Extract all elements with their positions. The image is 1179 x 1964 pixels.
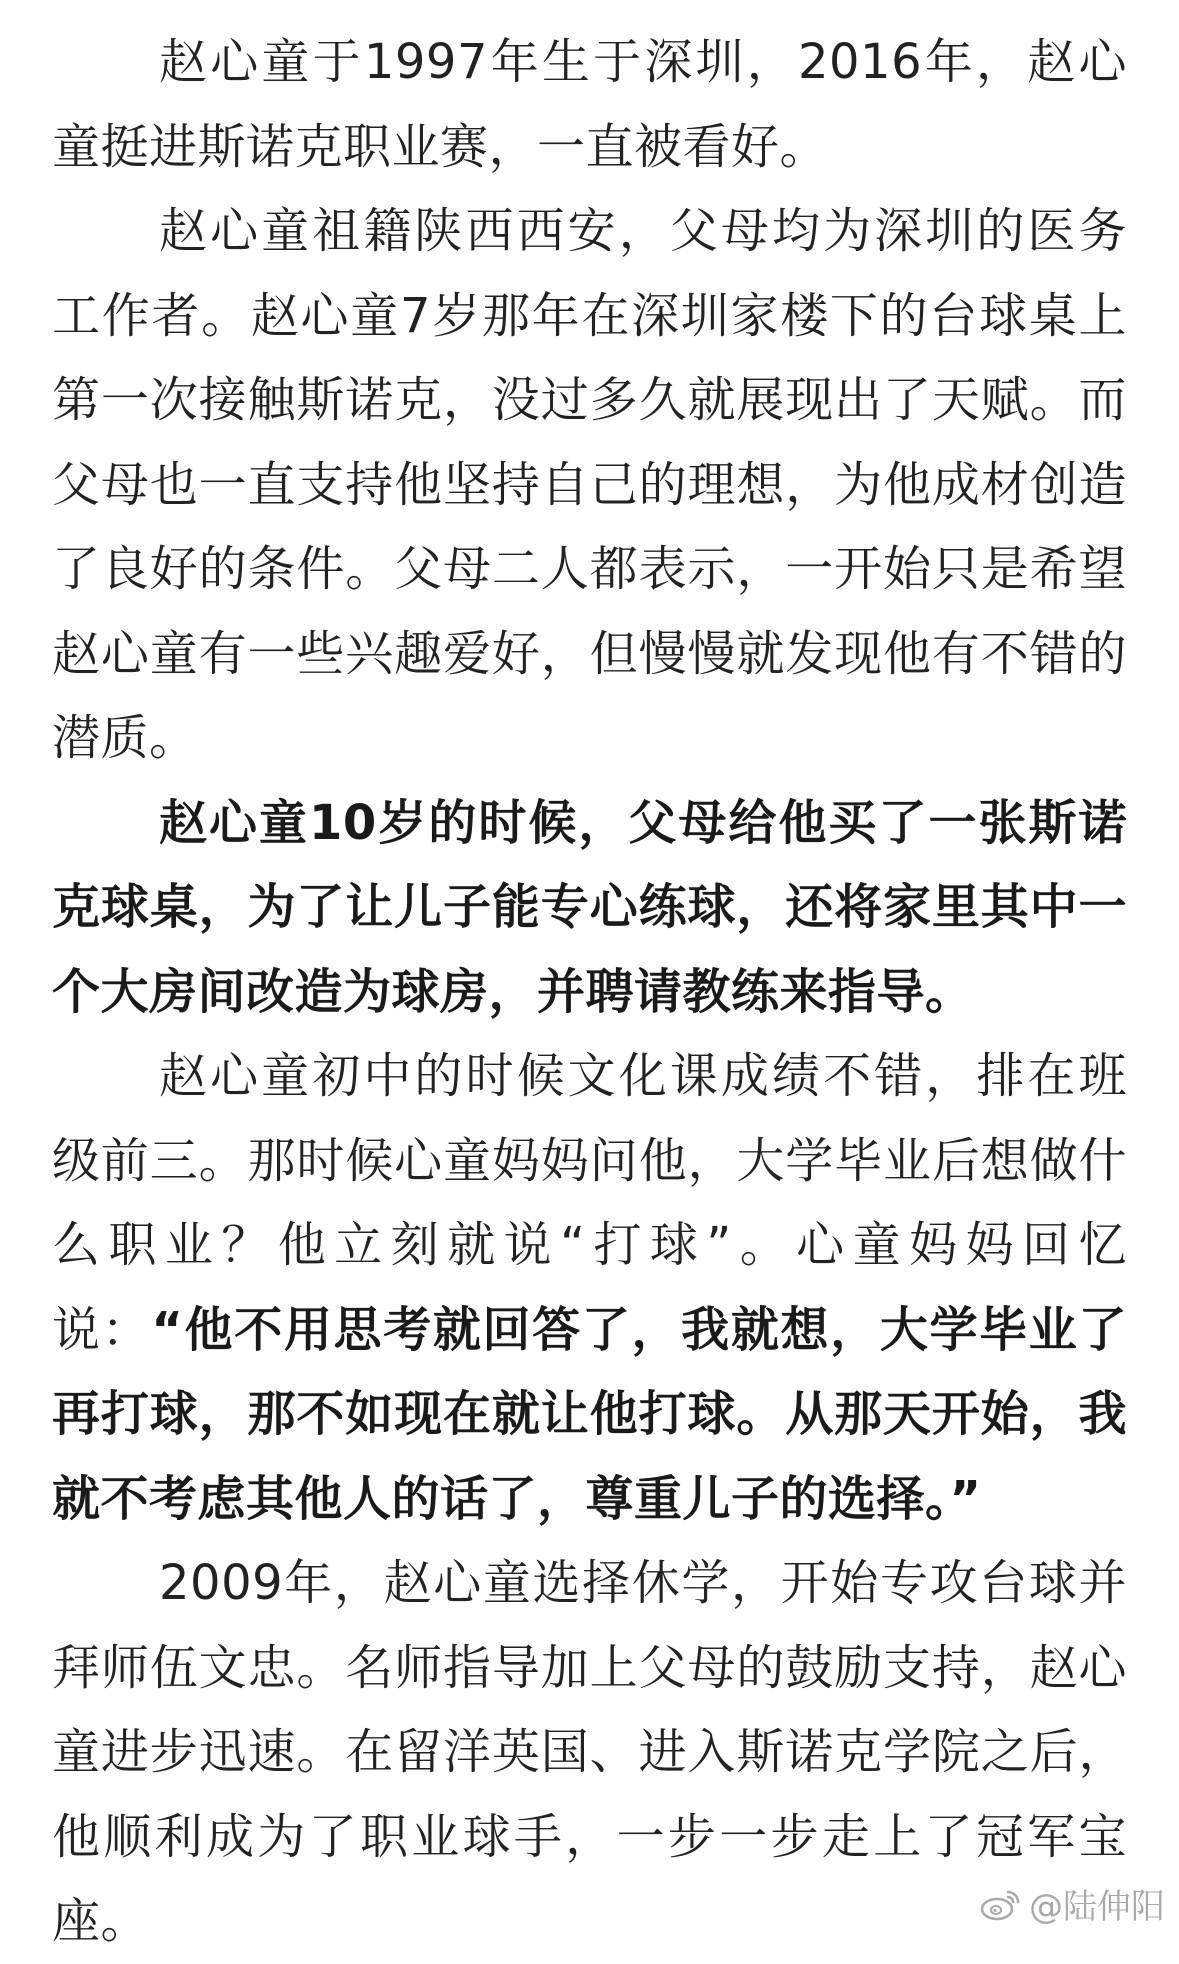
article-body [52, 20, 1127, 1964]
paragraph-4-text: 赵心童初中的时候文化课成绩不错，排在班级前三。那时候心童妈妈问他，大学毕业后想做什么职业？他立刻就说“打球”。心童妈妈回忆说： [52, 1048, 1127, 1358]
watermark-text: @陆伸阳 [1029, 1887, 1165, 1927]
paragraph-2: 赵心童祖籍陕西西安，父母均为深圳的医务工作者。赵心童7岁那年在深圳家楼下的台球桌上第一次接触斯诺克，没过多久就展现出了天赋。而父母也一直支持他坚持自己的理想，为他成材创造了良好的条件。父母二人都表示，一开始只是希望赵心童有一些兴趣爱好，但慢慢就发现他有不错的潜质。 [52, 203, 1127, 766]
paragraph-1: 赵心童于1997年生于深圳，2016年，赵心童挺进斯诺克职业赛，一直被看好。 [52, 34, 1127, 175]
paragraph-4-quote: “他不用思考就回答了，我就想，大学毕业了再打球，那不如现在就让他打球。从那天开始，我就不考虑其他人的话了，尊重儿子的选择。” [52, 1301, 1127, 1527]
weibo-icon [979, 1886, 1023, 1922]
paragraph-5: 2009年，赵心童选择休学，开始专攻台球并拜师伍文忠。名师指导加上父母的鼓励支持，赵心童进步迅速。在留洋英国、进入斯诺克学院之后，他顺利成为了职业球手，一步一步走上了冠军宝座。 [52, 1555, 1127, 1949]
paragraph-3-bold: 赵心童10岁的时候，父母给他买了一张斯诺克球桌，为了让儿子能专心练球，还将家里其中一个大房间改造为球房，并聘请教练来指导。 [52, 794, 1127, 1020]
weibo-watermark [979, 1879, 1165, 1928]
paragraph-4 [52, 1034, 1127, 1541]
